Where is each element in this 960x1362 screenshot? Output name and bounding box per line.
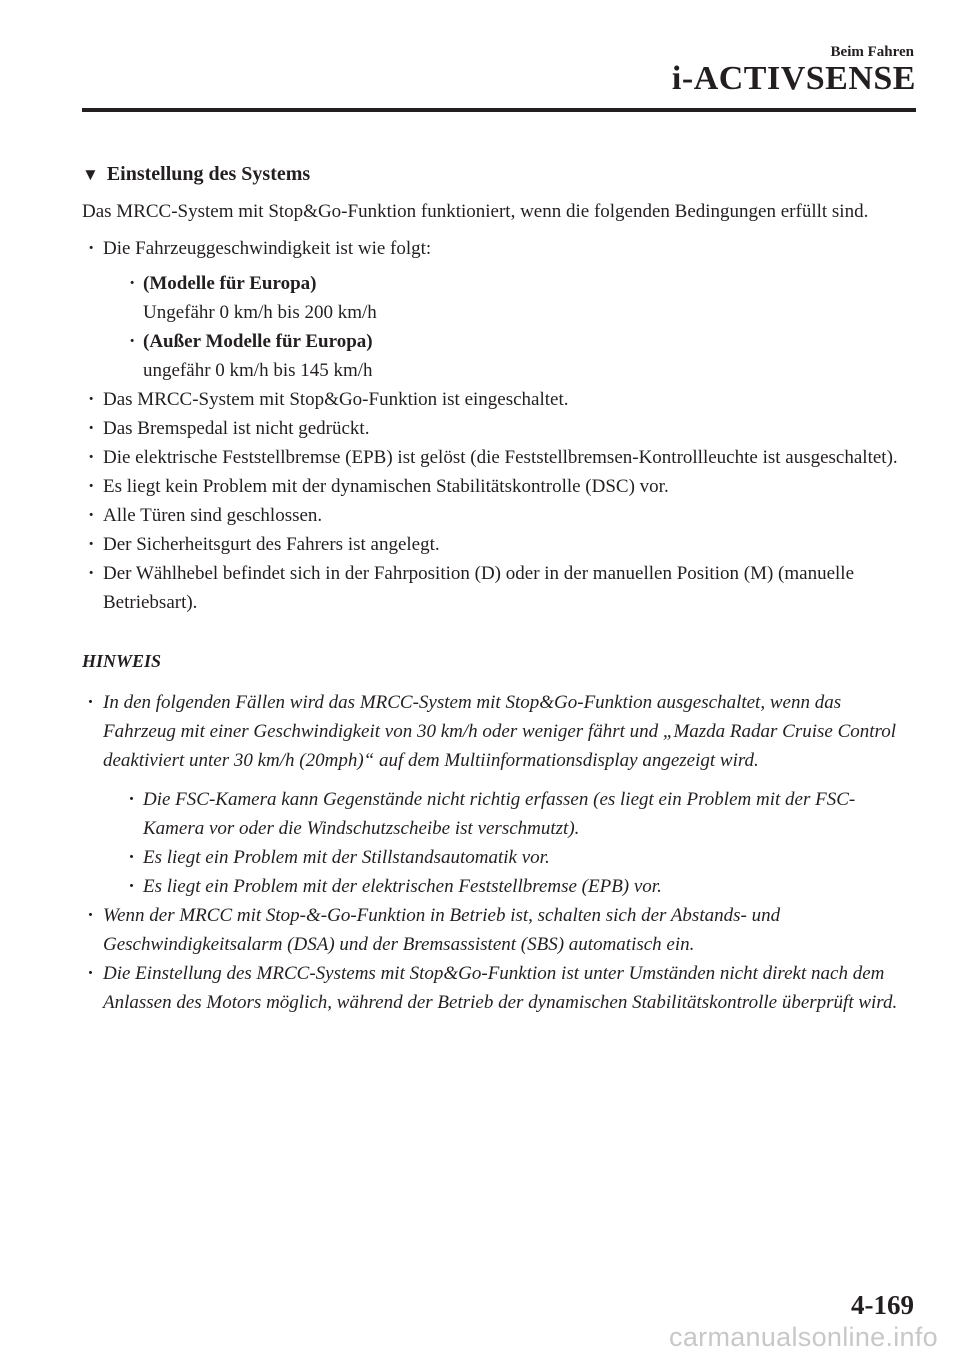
list-item: · Das Bremspedal ist nicht gedrückt.: [82, 414, 914, 443]
list-item: · Die FSC-Kamera kann Gegenstände nicht richtig erfassen (es liegt ein Problem mit der FSC-Kamera vor oder die Windschutzscheibe ist verschmutzt).: [103, 785, 914, 843]
list-item: · Es liegt kein Problem mit der dynamischen Stabilitätskontrolle (DSC) vor.: [82, 472, 914, 501]
list-item: · Es liegt ein Problem mit der elektrischen Feststellbremse (EPB) vor.: [103, 872, 914, 901]
note-sublist: [103, 785, 914, 901]
speed-condition-text: Die Fahrzeuggeschwindigkeit ist wie folgt:: [103, 238, 432, 259]
note-title: HINWEIS: [82, 651, 162, 671]
list-item: · Die elektrische Feststellbremse (EPB) ist gelöst (die Feststellbremsen-Kontrollleuchte ist ausgeschaltet).: [82, 443, 914, 472]
europe-value: Ungefähr 0 km/h bis 200 km/h: [143, 302, 377, 323]
header-chapter-title: i-ACTIVSENSE: [671, 60, 916, 97]
list-item: [103, 269, 914, 327]
note-list: [82, 688, 914, 1017]
triangle-down-icon: ▼: [82, 165, 99, 184]
list-item: [103, 327, 914, 385]
list-item: · Es liegt ein Problem mit der Stillstandsautomatik vor.: [103, 843, 914, 872]
list-item: · Wenn der MRCC mit Stop-&-Go-Funktion in Betrieb ist, schalten sich der Abstands- und Geschwindigkeitsalarm (DSA) und der Bremsassistent (SBS) automatisch ein.: [82, 901, 914, 959]
header-section-label: Beim Fahren: [830, 44, 914, 60]
list-item: · Die Einstellung des MRCC-Systems mit Stop&Go-Funktion ist unter Umständen nicht direkt nach dem Anlassen des Motors möglich, während der Betrieb der dynamischen Stabilitätskontrolle überprüft wird.: [82, 959, 914, 1017]
page-number: 4-169: [851, 1290, 914, 1320]
list-item: · Der Wählhebel befindet sich in der Fahrposition (D) oder in der manuellen Position (M) (manuelle Betriebsart).: [82, 559, 914, 617]
list-item: · Der Sicherheitsgurt des Fahrers ist angelegt.: [82, 530, 914, 559]
section-heading-text: Einstellung des Systems: [106, 163, 311, 185]
header-divider: [82, 108, 916, 112]
list-item: [82, 234, 914, 385]
page-content: [82, 160, 914, 1017]
conditions-list: [82, 234, 914, 617]
note-item-text: In den folgenden Fällen wird das MRCC-System mit Stop&Go-Funktion ausgeschaltet, wenn das Fahrzeug mit einer Geschwindigkeit von 30 km/h oder weniger fährt und „Mazda Radar Cruise Control deaktiviert unter 30 km/h (20mph)“ auf dem Multiinformationsdisplay angezeigt wird.: [103, 692, 897, 771]
other-value: ungefähr 0 km/h bis 145 km/h: [143, 360, 373, 381]
section-heading: [82, 160, 914, 189]
intro-paragraph: Das MRCC-System mit Stop&Go-Funktion funktioniert, wenn die folgenden Bedingungen erfüllt sind.: [82, 201, 869, 222]
speed-sublist: [103, 269, 914, 385]
europe-label: (Modelle für Europa): [143, 273, 317, 294]
list-item: · Alle Türen sind geschlossen.: [82, 501, 914, 530]
watermark: carmanualsonline.info: [669, 1322, 938, 1352]
other-label: (Außer Modelle für Europa): [143, 331, 373, 352]
list-item: [82, 688, 914, 901]
list-item: · Das MRCC-System mit Stop&Go-Funktion ist eingeschaltet.: [82, 385, 914, 414]
